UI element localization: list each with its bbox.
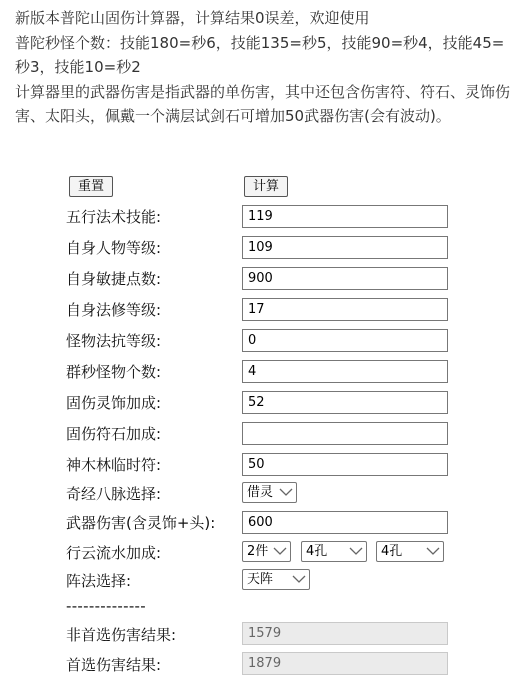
weapon-damage-label: 武器伤害(含灵饰+头): [66, 514, 216, 532]
xingyun-hole-value-2: 4孔 [381, 544, 403, 559]
xingyun-hole-select-2[interactable] [376, 541, 444, 562]
agility-label: 自身敏捷点数: [66, 270, 162, 288]
skill-label: 五行法术技能: [66, 208, 162, 226]
weapon-damage-input[interactable] [242, 511, 448, 534]
meridian-select[interactable] [242, 482, 297, 503]
chevron-down-icon [426, 546, 440, 556]
level-label: 自身人物等级: [66, 239, 162, 257]
agility-input[interactable] [242, 267, 448, 290]
meridian-label: 奇经八脉选择: [66, 485, 162, 503]
intro-line-1: 新版本普陀山固伤计算器，计算结果0误差，欢迎使用 [15, 9, 370, 27]
monster-count-input[interactable] [242, 360, 448, 383]
intro-text [15, 6, 513, 129]
chevron-down-icon [349, 546, 363, 556]
formation-select-value: 天阵 [247, 572, 274, 587]
chevron-down-icon [292, 574, 306, 584]
xingyun-hole-value-1: 4孔 [306, 544, 328, 559]
calculate-button[interactable]: 计算 [244, 176, 288, 197]
monster-count-label: 群秒怪物个数: [66, 363, 162, 381]
skill-input[interactable] [242, 205, 448, 228]
ling-bonus-label: 固伤灵饰加成: [66, 394, 162, 412]
magic-cultivation-input[interactable] [242, 298, 448, 321]
xingyun-label: 行云流水加成: [66, 544, 162, 562]
meridian-select-value: 借灵 [247, 485, 274, 500]
intro-line-3: 计算器里的武器伤害是指武器的单伤害，其中还包含伤害符、符石、灵饰伤害、太阳头，佩戴一个满层试剑石可增加50武器伤害(会有波动)。 [15, 82, 511, 125]
primary-result-label: 首选伤害结果: [66, 656, 162, 674]
shenmu-input[interactable] [242, 453, 448, 476]
shenmu-label: 神木林临时符: [66, 456, 162, 474]
non-primary-result-output [242, 622, 448, 645]
monster-resist-input[interactable] [242, 329, 448, 352]
magic-cultivation-label: 自身法修等级: [66, 301, 162, 319]
level-input[interactable] [242, 236, 448, 259]
formation-select[interactable] [242, 569, 310, 590]
xingyun-set-select[interactable] [242, 541, 291, 562]
chevron-down-icon [273, 546, 287, 556]
fushi-bonus-input[interactable] [242, 422, 448, 445]
reset-button[interactable]: 重置 [69, 176, 113, 197]
fushi-bonus-label: 固伤符石加成: [66, 425, 162, 443]
monster-resist-label: 怪物法抗等级: [66, 332, 162, 350]
xingyun-hole-select-1[interactable] [301, 541, 367, 562]
divider: -------------- [66, 597, 146, 615]
xingyun-set-value: 2件 [247, 544, 269, 559]
chevron-down-icon [279, 487, 293, 497]
primary-result-output [242, 652, 448, 675]
intro-line-2: 普陀秒怪个数：技能180=秒6，技能135=秒5，技能90=秒4，技能45=秒3，技能10=秒2 [15, 33, 505, 76]
formation-label: 阵法选择: [66, 572, 132, 590]
non-primary-result-label: 非首选伤害结果: [66, 626, 177, 644]
ling-bonus-input[interactable] [242, 391, 448, 414]
